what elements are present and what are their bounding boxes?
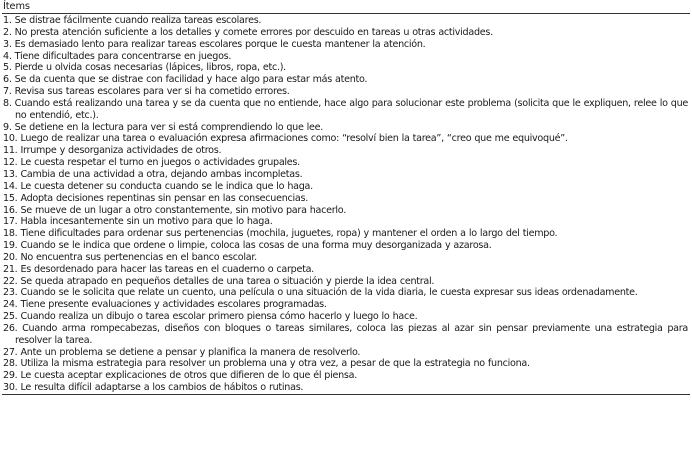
list-item: 3. Es demasiado lento para realizar tareas escolares porque le cuesta mantener la atención. <box>3 38 426 50</box>
list-item: 22. Se queda atrapado en pequeños detalles de una tarea o situación y pierde la idea central. <box>3 275 435 287</box>
list-item: 13. Cambia de una actividad a otra, dejando ambas incompletas. <box>3 168 303 180</box>
table-header: Ítems <box>3 1 30 12</box>
list-item: 10. Luego de realizar una tarea o evaluación expresa afirmaciones como: “resolví bien la tarea”, “creo que me equivoqué”. <box>3 133 568 145</box>
list-item: 11. Irrumpe y desorganiza actividades de otros. <box>3 145 222 157</box>
list-item: 6. Se da cuenta que se distrae con facilidad y hace algo para estar más atento. <box>3 74 368 86</box>
list-item: 24. Tiene presente evaluaciones y actividades escolares programadas. <box>3 299 327 311</box>
list-item: 12. Le cuesta respetar el turno en juegos o actividades grupales. <box>3 157 300 169</box>
list-item: 18. Tiene dificultades para ordenar sus pertenencias (mochila, juguetes, ropa) y mantener el orden a lo largo del tiempo. <box>3 228 558 240</box>
list-item: 25. Cuando realiza un dibujo o tarea escolar primero piensa cómo hacerlo y luego lo hace. <box>3 311 418 323</box>
list-item: 28. Utiliza la misma estrategia para resolver un problema una y otra vez, a pesar de que la estrategia no funciona. <box>3 358 530 370</box>
list-item: 20. No encuentra sus pertenencias en el banco escolar. <box>3 251 257 263</box>
list-item: 15. Adopta decisiones repentinas sin pensar en las consecuencias. <box>3 192 308 204</box>
list-item: 16. Se mueve de un lugar a otro constantemente, sin motivo para hacerlo. <box>3 204 346 216</box>
list-item: 17. Habla incesantemente sin un motivo para que lo haga. <box>3 216 273 228</box>
list-item: 2. No presta atención suficiente a los detalles y comete errores por descuido en tareas u otras actividades. <box>3 26 493 38</box>
list-item: 30. Le resulta difícil adaptarse a los cambios de hábitos o rutinas. <box>3 382 304 394</box>
list-item: 7. Revisa sus tareas escolares para ver si ha cometido errores. <box>3 86 290 98</box>
list-item: 19. Cuando se le indica que ordene o limpie, coloca las cosas de una forma muy desorganizada y azarosa. <box>3 240 492 252</box>
list-item: 4. Tiene dificultades para concentrarse en juegos. <box>3 50 232 62</box>
list-item: 26. Cuando arma rompecabezas, diseños con bloques o tareas similares, coloca las piezas al azar sin pensar previamente una estrategia para resolver la tarea. <box>3 322 688 346</box>
list-item: 8. Cuando está realizando una tarea y se da cuenta que no entiende, hace algo para solucionar este problema (solicita que le expliquen, relee lo que no entendió, etc.). <box>3 97 688 121</box>
list-item: 1. Se distrae fácilmente cuando realiza tareas escolares. <box>3 15 262 26</box>
items-table <box>2 0 690 395</box>
list-item: 9. Se detiene en la lectura para ver si está comprendiendo lo que lee. <box>3 121 324 133</box>
list-item: 14. Le cuesta detener su conducta cuando se le indica que lo haga. <box>3 180 313 192</box>
list-item: 29. Le cuesta aceptar explicaciones de otros que difieren de lo que él piensa. <box>3 370 357 382</box>
list-item: 23. Cuando se le solicita que relate un cuento, una película o una situación de la vida diaria, le cuesta expresar sus ideas ordenadamente. <box>3 287 638 299</box>
items-list <box>2 14 690 394</box>
list-item: 5. Pierde u olvida cosas necesarias (lápices, libros, ropa, etc.). <box>3 62 286 74</box>
list-item: 21. Es desordenado para hacer las tareas en el cuaderno o carpeta. <box>3 263 314 275</box>
footer-rule <box>2 394 690 395</box>
list-item: 27. Ante un problema se detiene a pensar y planifica la manera de resolverlo. <box>3 346 361 358</box>
